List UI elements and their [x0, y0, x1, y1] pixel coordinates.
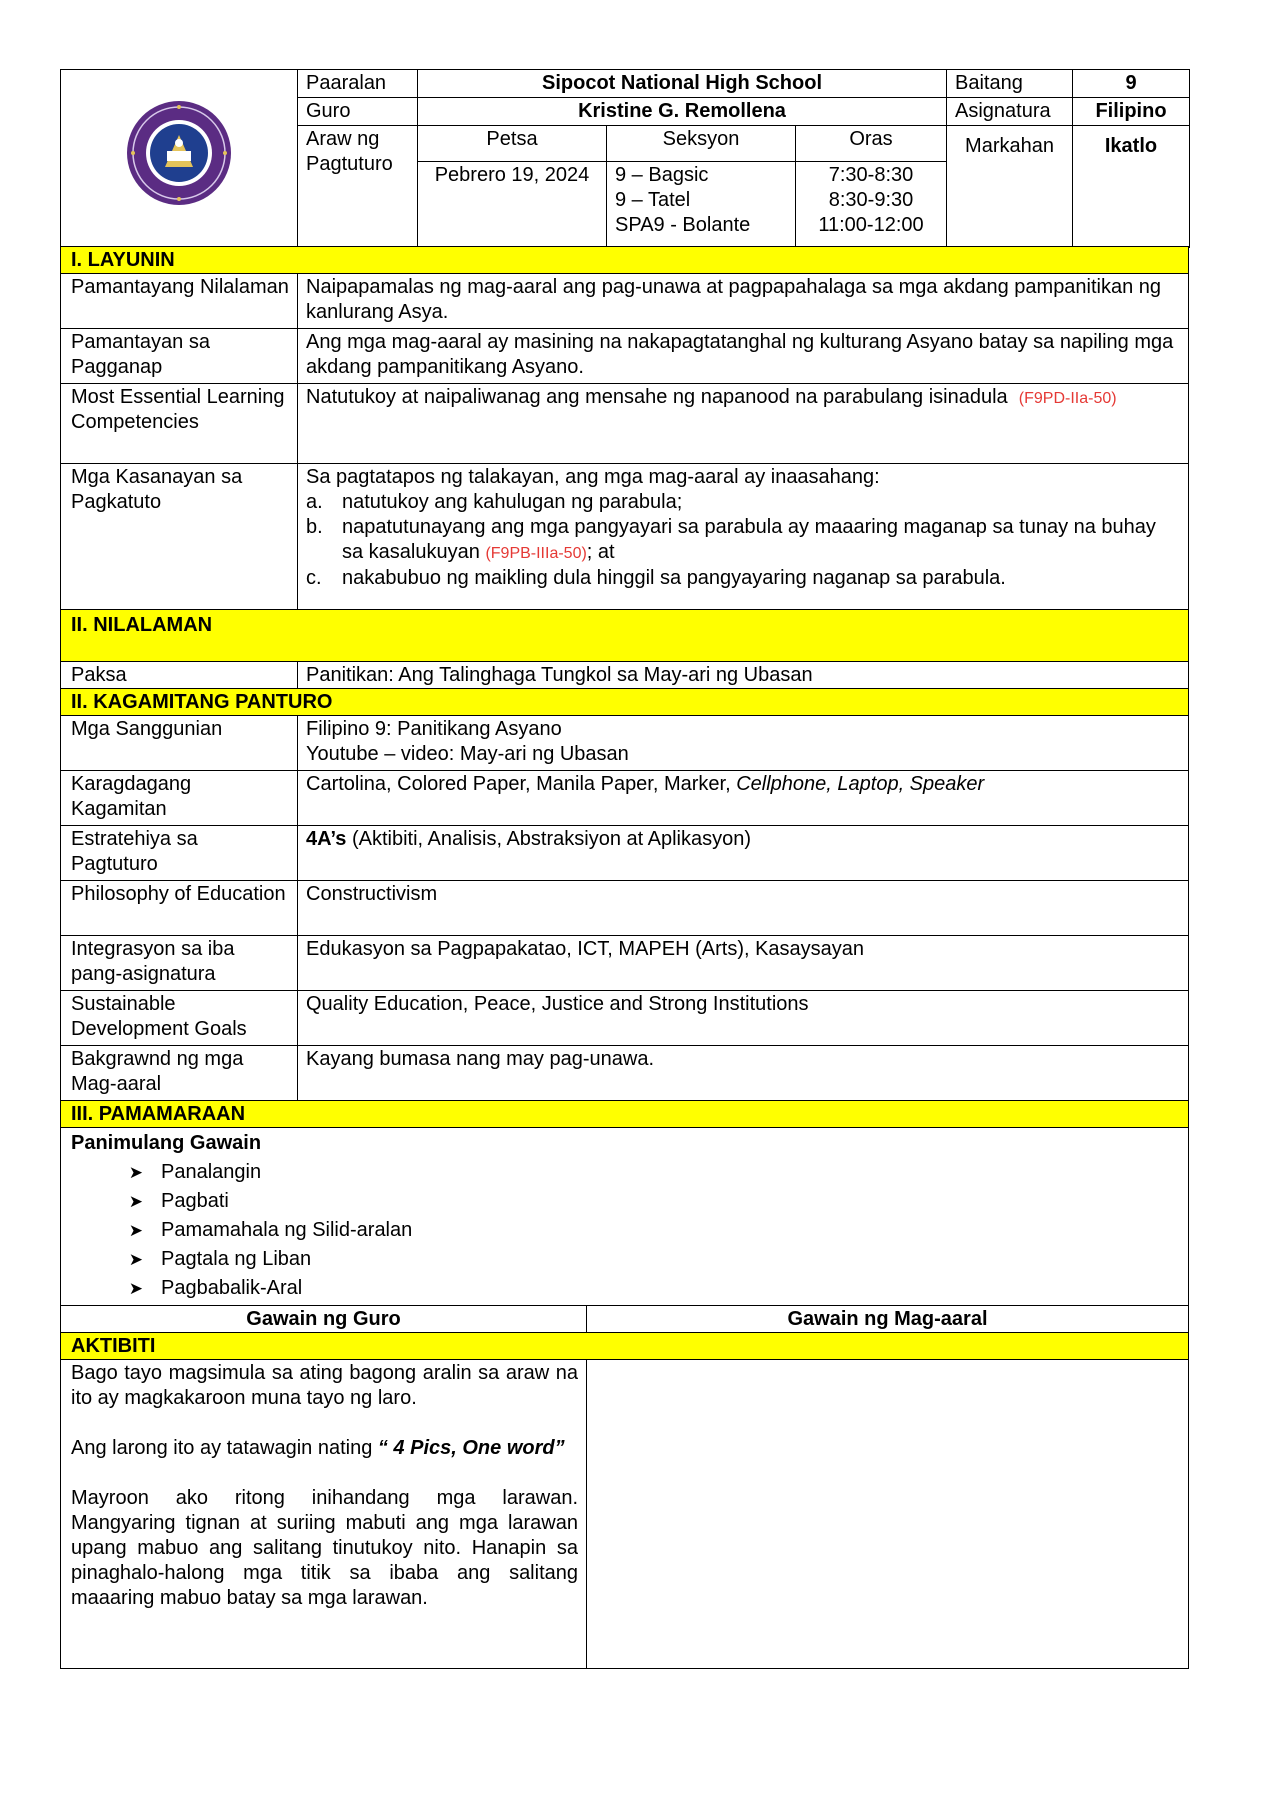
content-standard: Naipapamalas ng mag-aaral ang pag-unawa at pagpapahalaga sa mga akdang pampanitikan ng kanlurang Asya.	[298, 274, 1189, 329]
subject-value: Filipino	[1073, 98, 1190, 126]
list-item	[71, 1245, 1180, 1274]
list-marker: c.	[306, 567, 322, 589]
section-aktibiti: AKTIBITI	[61, 1333, 1189, 1360]
activity-table	[60, 1305, 1189, 1669]
day-label	[298, 126, 418, 247]
preliminary-list	[71, 1158, 1180, 1303]
reference-item: Youtube – video: May-ari ng Ubasan	[306, 743, 629, 765]
list-marker: b.	[306, 516, 323, 538]
list-item	[306, 515, 1180, 566]
integration-label: Integrasyon sa iba pang-asignatura	[61, 936, 298, 991]
skill-text: nakabubuo ng maikling dula hinggil sa pangyayaring naganap sa parabula.	[342, 567, 1006, 589]
skill-text: natutukoy ang kahulugan ng parabula;	[342, 491, 683, 513]
section-values	[607, 161, 796, 247]
quarter-label: Markahan	[947, 126, 1073, 247]
student-activity-header: Gawain ng Mag-aaral	[587, 1306, 1189, 1333]
strategy-name: 4A’s	[306, 828, 347, 850]
topic: Panitikan: Ang Talinghaga Tungkol sa May-ari ng Ubasan	[298, 662, 1189, 689]
integration: Edukasyon sa Pagpapakatao, ICT, MAPEH (Arts), Kasaysayan	[298, 936, 1189, 991]
teacher-activity-header: Gawain ng Guro	[61, 1306, 587, 1333]
subject-label: Asignatura	[947, 98, 1073, 126]
school-label: Paaralan	[298, 70, 418, 98]
references	[298, 716, 1189, 771]
topic-label: Paksa	[61, 662, 298, 689]
activity-paragraph: Mayroon ako ritong inihandang mga larawan. Mangyaring tignan at suriing mabuti ang mga larawan upang mabuo ang salitang tinutukoy nito. Hanapin sa pinaghalo-halong mga titik sa ibaba ang salitang maaaring mabuo batay sa mga larawan.	[71, 1487, 578, 1609]
list-item	[71, 1187, 1180, 1216]
extra-materials	[298, 771, 1189, 826]
list-item-text: Pagbati	[161, 1190, 229, 1212]
list-item-text: Pagtala ng Liban	[161, 1248, 312, 1270]
learning-skills	[298, 464, 1189, 610]
melc-text: Natutukoy at naipaliwanag ang mensahe ng napanood na parabulang isinadula	[306, 386, 1008, 408]
section-label: Seksyon	[607, 126, 796, 162]
list-item-text: Panalangin	[161, 1161, 262, 1183]
time-item: 7:30-8:30	[828, 163, 914, 186]
list-item	[71, 1158, 1180, 1187]
main-table	[60, 246, 1189, 1306]
school-logo-cell	[61, 70, 298, 247]
section-nilalaman: II. NILALAMAN	[61, 610, 1189, 662]
references-label: Mga Sanggunian	[61, 716, 298, 771]
background: Kayang bumasa nang may pag-unawa.	[298, 1046, 1189, 1101]
sdg: Quality Education, Peace, Justice and Strong Institutions	[298, 991, 1189, 1046]
background-label: Bakgrawnd ng mga Mag-aaral	[61, 1046, 298, 1101]
date-value: Pebrero 19, 2024	[418, 161, 607, 247]
list-item	[71, 1274, 1180, 1303]
list-item	[71, 1216, 1180, 1245]
time-label: Oras	[796, 126, 947, 162]
philosophy: Constructivism	[298, 881, 1189, 936]
philosophy-label: Philosophy of Education	[61, 881, 298, 936]
game-name: “ 4 Pics, One word”	[377, 1437, 565, 1459]
school-seal-logo	[69, 71, 290, 239]
skill-code: (F9PB-IIIa-50)	[485, 545, 587, 562]
grade-value: 9	[1073, 70, 1190, 98]
list-item-text: Pagbabalik-Aral	[161, 1277, 303, 1299]
reference-item: Filipino 9: Panitikang Asyano	[306, 718, 562, 740]
section-kagamitan: II. KAGAMITANG PANTURO	[61, 689, 1189, 716]
preliminary-activities	[61, 1128, 1189, 1306]
activity-paragraph	[71, 1436, 578, 1461]
quarter-value: Ikatlo	[1073, 126, 1190, 247]
melc	[298, 384, 1189, 464]
teacher-label: Guro	[298, 98, 418, 126]
grade-label: Baitang	[947, 70, 1073, 98]
teacher-activity	[61, 1360, 587, 1669]
strategy-label: Estratehiya sa Pagtuturo	[61, 826, 298, 881]
time-item: 8:30-9:30	[828, 188, 914, 211]
extra-materials-label: Karagdagang Kagamitan	[61, 771, 298, 826]
sdg-label: Sustainable Development Goals	[61, 991, 298, 1046]
arrow-bullet-icon: ➤	[128, 1279, 143, 1298]
skills-list	[306, 490, 1180, 591]
student-activity	[587, 1360, 1189, 1669]
arrow-bullet-icon: ➤	[128, 1221, 143, 1240]
day-label-line2: Pagtuturo	[306, 153, 393, 175]
school-name: Sipocot National High School	[418, 70, 947, 98]
melc-code: (F9PD-IIa-50)	[1018, 390, 1117, 407]
extra-materials-text: Cartolina, Colored Paper, Manila Paper, Marker,	[306, 773, 737, 795]
game-intro: Ang larong ito ay tatawagin nating	[71, 1437, 378, 1459]
list-item-text: Pamamahala ng Silid-aralan	[161, 1219, 413, 1241]
lesson-plan	[60, 69, 1189, 1669]
melc-label: Most Essential Learning Competencies	[61, 384, 298, 464]
extra-materials-devices: Cellphone, Laptop, Speaker	[736, 773, 985, 795]
skill-suffix: ; at	[586, 541, 615, 563]
arrow-bullet-icon: ➤	[128, 1163, 143, 1182]
performance-standard-label: Pamantayan sa Pagganap	[61, 329, 298, 384]
list-marker: a.	[306, 491, 323, 513]
arrow-bullet-icon: ➤	[128, 1250, 143, 1269]
section-pamamaraan: III. PAMAMARAAN	[61, 1101, 1189, 1128]
strategy	[298, 826, 1189, 881]
arrow-bullet-icon: ➤	[128, 1192, 143, 1211]
activity-paragraph: Bago tayo magsimula sa ating bagong aralin sa araw na ito ay magkakaroon muna tayo ng laro.	[71, 1362, 578, 1409]
time-item: 11:00-12:00	[818, 213, 924, 236]
section-layunin: I. LAYUNIN	[61, 247, 1189, 274]
section-item: 9 – Tatel	[615, 188, 691, 211]
skills-intro: Sa pagtatapos ng talakayan, ang mga mag-aaral ay inaasahang:	[306, 466, 880, 488]
day-label-line1: Araw ng	[306, 128, 380, 150]
preliminary-title: Panimulang Gawain	[71, 1132, 262, 1154]
teacher-name: Kristine G. Remollena	[418, 98, 947, 126]
time-values	[796, 161, 947, 247]
section-item: SPA9 - Bolante	[615, 213, 751, 236]
list-item	[306, 566, 1180, 591]
learning-skills-label: Mga Kasanayan sa Pagkatuto	[61, 464, 298, 610]
strategy-text: (Aktibiti, Analisis, Abstraksiyon at Aplikasyon)	[346, 828, 752, 850]
performance-standard: Ang mga mag-aaral ay masining na nakapagtatanghal ng kulturang Asyano batay sa napiling mga akdang pampanitikang Asyano.	[298, 329, 1189, 384]
list-item	[306, 490, 1180, 515]
skill-text: napatutunayang ang mga pangyayari sa parabula ay maaaring maganap sa tunay na buhay sa kasalukuyan	[342, 516, 1156, 563]
section-item: 9 – Bagsic	[615, 163, 709, 186]
content-standard-label: Pamantayang Nilalaman	[61, 274, 298, 329]
date-label: Petsa	[418, 126, 607, 162]
header-table	[60, 69, 1190, 247]
